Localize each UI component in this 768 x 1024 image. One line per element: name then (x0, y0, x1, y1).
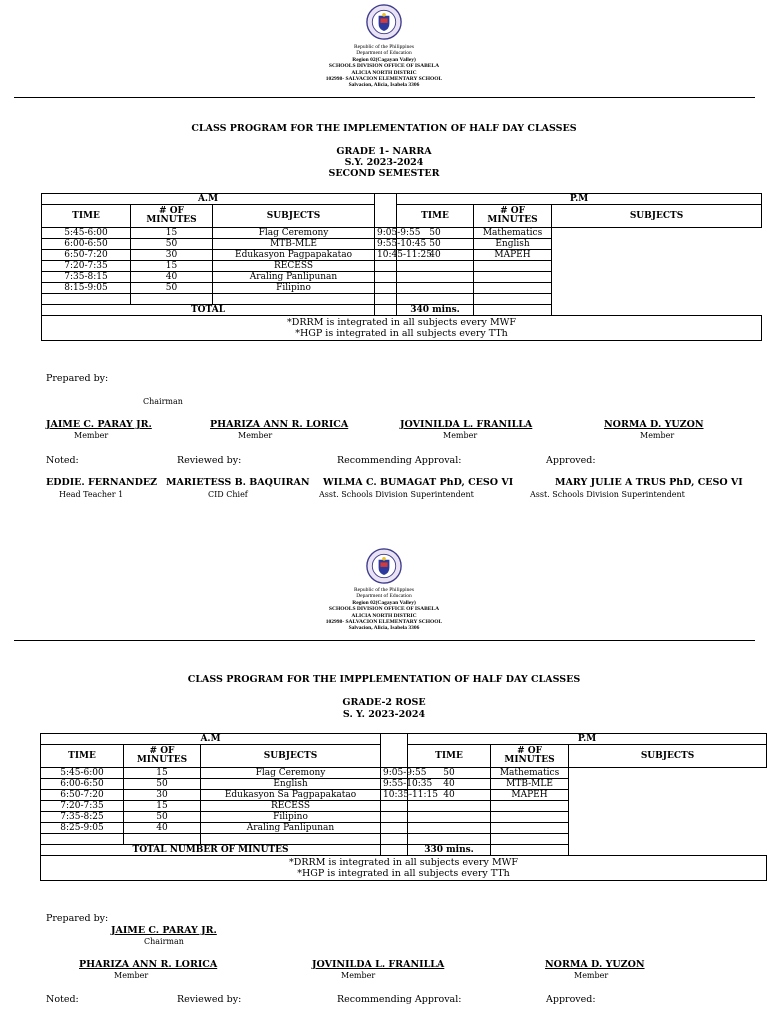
am-subject-cell: Filipino (213, 283, 375, 294)
am-minutes-cell: 15 (131, 228, 213, 239)
table-gap (381, 734, 408, 768)
am-time-cell (41, 834, 124, 845)
schedule-row (42, 294, 762, 305)
pm-minutes-cell: 40 (408, 779, 491, 790)
recommending-label: Recommending Approval: (337, 994, 462, 1005)
pm-minutes-cell (408, 801, 491, 812)
school-year: S.Y. 2023-2024 (344, 157, 424, 168)
official-role: Asst. Schools Division Superintendent (530, 490, 685, 499)
member-name: JOVINILDA L. FRANILLA (312, 959, 445, 970)
pm-time-cell (381, 823, 408, 834)
official-name: MARIETESS B. BAQUIRAN (166, 477, 310, 488)
schedule-row (41, 790, 767, 801)
member-role: Member (574, 971, 609, 980)
official-role: Asst. Schools Division Superintendent (319, 490, 474, 499)
header-line: Republic of the Philippines (353, 44, 415, 50)
am-time-cell: 7:20-7:35 (42, 261, 131, 272)
am-time-cell: 7:35-8:15 (42, 272, 131, 283)
grade-label: GRADE-2 ROSE (342, 697, 426, 708)
member-role: Member (640, 431, 675, 440)
pm-header: P.M (397, 194, 762, 205)
member-name: NORMA D. YUZON (604, 419, 704, 430)
deped-seal-icon (366, 4, 402, 40)
am-minutes-cell: 15 (124, 801, 201, 812)
pm-minutes-cell (397, 261, 474, 272)
col-time: TIME (42, 205, 131, 228)
note-hgp: *HGP is integrated in all subjects every TTh (297, 868, 510, 879)
grade-label: GRADE 1- NARRA (336, 146, 432, 157)
col-subjects: SUBJECTS (552, 205, 762, 228)
col-subjects: SUBJECTS (569, 745, 767, 768)
header-line: Salvacion, Alicia, Isabela 3306 (348, 625, 420, 632)
pm-time-cell: 10:45-11:25 (375, 250, 397, 261)
pm-time-cell (375, 283, 397, 294)
header-line: 102998- SALVACION ELEMENTARY SCHOOL (325, 76, 443, 83)
prepared-by-label: Prepared by: (46, 373, 109, 384)
pm-subject-cell: Mathematics (491, 768, 569, 779)
header-line: ALICIA NORTH DISTRIC (351, 69, 417, 76)
header-line: Salvacion, Alicia, Isabela 3306 (348, 82, 420, 89)
pm-time-cell (375, 272, 397, 283)
pm-time-cell: 9:55-10:35 (381, 779, 408, 790)
pm-time-cell: 9:05-9:55 (381, 768, 408, 779)
pm-subject-cell: English (474, 239, 552, 250)
member-name: PHARIZA ANN R. LORICA (210, 419, 349, 430)
pm-subject-cell (474, 294, 552, 305)
am-subject-cell: Filipino (201, 812, 381, 823)
am-minutes-cell: 50 (124, 812, 201, 823)
official-role: CID Chief (208, 490, 248, 499)
total-value: 330 mins. (408, 845, 491, 856)
member-role: Member (341, 971, 376, 980)
am-subject-cell: Flag Ceremony (201, 768, 381, 779)
program-title: CLASS PROGRAM FOR THE IMPPLEMENTATION OF HALF DAY CLASSES (187, 674, 581, 685)
header-line: Department of Education (356, 593, 412, 600)
semester-label: SECOND SEMESTER (328, 168, 440, 179)
table-gap (375, 194, 397, 228)
pm-time-cell (381, 834, 408, 845)
schedule-row (42, 250, 762, 261)
am-header: A.M (42, 194, 375, 205)
am-subject-cell: Araling Panlipunan (201, 823, 381, 834)
class-program-table (41, 193, 762, 341)
am-time-cell: 5:45-6:00 (42, 228, 131, 239)
total-value: 340 mins. (397, 305, 474, 316)
reviewed-label: Reviewed by: (177, 455, 242, 466)
reviewed-label: Reviewed by: (177, 994, 242, 1005)
approved-label: Approved: (546, 455, 596, 466)
school-header (0, 587, 768, 632)
schedule-row (41, 779, 767, 790)
pm-subject-cell (474, 283, 552, 294)
am-header: A.M (41, 734, 381, 745)
member-name: JOVINILDA L. FRANILLA (400, 419, 533, 430)
am-minutes-cell: 40 (131, 272, 213, 283)
pm-time-cell (381, 801, 408, 812)
member-role: Member (74, 431, 109, 440)
member-name: NORMA D. YUZON (545, 959, 645, 970)
pm-minutes-cell (397, 294, 474, 305)
am-minutes-cell (131, 294, 213, 305)
schedule-row (42, 261, 762, 272)
chairman-name: JAIME C. PARAY JR. (111, 925, 217, 936)
recommending-label: Recommending Approval: (337, 455, 462, 466)
integration-notes (41, 856, 767, 881)
header-line: Region 02(Cagayan Valley) (352, 599, 416, 606)
am-time-cell: 8:25-9:05 (41, 823, 124, 834)
pm-subject-cell (474, 261, 552, 272)
pm-minutes-cell: 40 (408, 790, 491, 801)
member-role: Member (238, 431, 273, 440)
am-time-cell: 6:50-7:20 (42, 250, 131, 261)
official-name: EDDIE. FERNANDEZ (46, 477, 158, 488)
am-minutes-cell: 50 (131, 283, 213, 294)
class-program-table (40, 733, 767, 881)
header-line: Region 02(Cagayan Valley) (352, 56, 416, 63)
pm-minutes-cell (408, 834, 491, 845)
header-divider (14, 97, 755, 98)
noted-label: Noted: (46, 994, 79, 1005)
chairman-role: Chairman (144, 937, 184, 946)
total-label: TOTAL NUMBER OF MINUTES (41, 845, 381, 856)
pm-minutes-cell (408, 823, 491, 834)
noted-label: Noted: (46, 455, 79, 466)
am-minutes-cell: 40 (124, 823, 201, 834)
member-role: Member (443, 431, 478, 440)
pm-minutes-cell: 50 (397, 239, 474, 250)
integration-notes (42, 316, 762, 341)
approved-label: Approved: (546, 994, 596, 1005)
official-name: MARY JULIE A TRUS PhD, CESO VI (555, 477, 743, 488)
am-subject-cell (201, 834, 381, 845)
pm-subject-cell (491, 834, 569, 845)
header-line: Republic of the Philippines (353, 587, 415, 593)
am-time-cell: 8:15-9:05 (42, 283, 131, 294)
am-subject-cell: Edukasyon Pagpapakatao (213, 250, 375, 261)
am-minutes-cell: 50 (131, 239, 213, 250)
am-minutes-cell: 50 (124, 779, 201, 790)
am-time-cell: 5:45-6:00 (41, 768, 124, 779)
col-minutes: # OF MINUTES (474, 205, 552, 228)
am-minutes-cell: 15 (131, 261, 213, 272)
am-subject-cell: Flag Ceremony (213, 228, 375, 239)
header-line: 102998- SALVACION ELEMENTARY SCHOOL (325, 619, 443, 626)
pm-subject-cell (491, 801, 569, 812)
col-minutes: # OF MINUTES (131, 205, 213, 228)
total-label: TOTAL (42, 305, 375, 316)
am-minutes-cell: 30 (131, 250, 213, 261)
am-time-cell: 6:00-6:50 (41, 779, 124, 790)
prepared-by-label: Prepared by: (46, 913, 109, 924)
header-line: Department of Education (356, 50, 412, 57)
pm-subject-cell: MAPEH (474, 250, 552, 261)
am-subject-cell: English (201, 779, 381, 790)
note-hgp: *HGP is integrated in all subjects every TTh (295, 328, 508, 339)
pm-minutes-cell: 50 (408, 768, 491, 779)
am-time-cell: 7:35-8:25 (41, 812, 124, 823)
am-subject-cell: RECESS (201, 801, 381, 812)
member-name: PHARIZA ANN R. LORICA (79, 959, 218, 970)
am-time-cell: 7:20-7:35 (41, 801, 124, 812)
col-subjects: SUBJECTS (213, 205, 375, 228)
col-time: TIME (397, 205, 474, 228)
am-time-cell (42, 294, 131, 305)
pm-subject-cell (474, 272, 552, 283)
am-subject-cell: Araling Panlipunan (213, 272, 375, 283)
am-subject-cell: RECESS (213, 261, 375, 272)
header-line: SCHOOLS DIVISION OFFICE OF ISABELA (328, 63, 440, 70)
am-time-cell: 6:00-6:50 (42, 239, 131, 250)
col-subjects: SUBJECTS (201, 745, 381, 768)
pm-subject-cell: MTB-MLE (491, 779, 569, 790)
official-role: Head Teacher 1 (59, 490, 124, 499)
pm-subject-cell: MAPEH (491, 790, 569, 801)
pm-subject-cell: Mathematics (474, 228, 552, 239)
col-minutes: # OF MINUTES (491, 745, 569, 768)
am-minutes-cell: 30 (124, 790, 201, 801)
am-subject-cell (213, 294, 375, 305)
pm-minutes-cell (397, 272, 474, 283)
note-drrm: *DRRM is integrated in all subjects every MWF (287, 317, 517, 328)
header-line: SCHOOLS DIVISION OFFICE OF ISABELA (328, 606, 440, 613)
header-divider (14, 640, 755, 641)
member-name: JAIME C. PARAY JR. (46, 419, 152, 430)
pm-time-cell (375, 294, 397, 305)
pm-minutes-cell: 40 (397, 250, 474, 261)
member-role: Member (114, 971, 149, 980)
pm-minutes-cell: 50 (397, 228, 474, 239)
school-year: S. Y. 2023-2024 (342, 709, 426, 720)
schedule-row (41, 834, 767, 845)
col-time: TIME (41, 745, 124, 768)
am-subject-cell: MTB-MLE (213, 239, 375, 250)
program-title: CLASS PROGRAM FOR THE IMPLEMENTATION OF HALF DAY CLASSES (191, 123, 577, 134)
pm-minutes-cell (397, 283, 474, 294)
col-time: TIME (408, 745, 491, 768)
am-minutes-cell (124, 834, 201, 845)
deped-seal-icon (366, 548, 402, 584)
pm-subject-cell (491, 823, 569, 834)
pm-time-cell: 9:05-9:55 (375, 228, 397, 239)
schedule-row (42, 228, 762, 239)
schedule-row (41, 823, 767, 834)
schedule-row (42, 239, 762, 250)
am-subject-cell: Edukasyon Sa Pagpapakatao (201, 790, 381, 801)
schedule-row (42, 272, 762, 283)
official-name: WILMA C. BUMAGAT PhD, CESO VI (323, 477, 514, 488)
pm-time-cell: 10:35-11:15 (381, 790, 408, 801)
schedule-row (41, 768, 767, 779)
header-line: ALICIA NORTH DISTRIC (351, 612, 417, 619)
pm-minutes-cell (408, 812, 491, 823)
col-minutes: # OF MINUTES (124, 745, 201, 768)
schedule-row (41, 812, 767, 823)
am-time-cell: 6:50-7:20 (41, 790, 124, 801)
pm-time-cell: 9:55-10:45 (375, 239, 397, 250)
schedule-row (41, 801, 767, 812)
pm-time-cell (375, 261, 397, 272)
schedule-row (42, 283, 762, 294)
pm-time-cell (381, 812, 408, 823)
am-minutes-cell: 15 (124, 768, 201, 779)
pm-header: P.M (408, 734, 767, 745)
school-header (0, 44, 768, 89)
note-drrm: *DRRM is integrated in all subjects every MWF (289, 857, 519, 868)
pm-subject-cell (491, 812, 569, 823)
chairman-role: Chairman (143, 397, 183, 406)
